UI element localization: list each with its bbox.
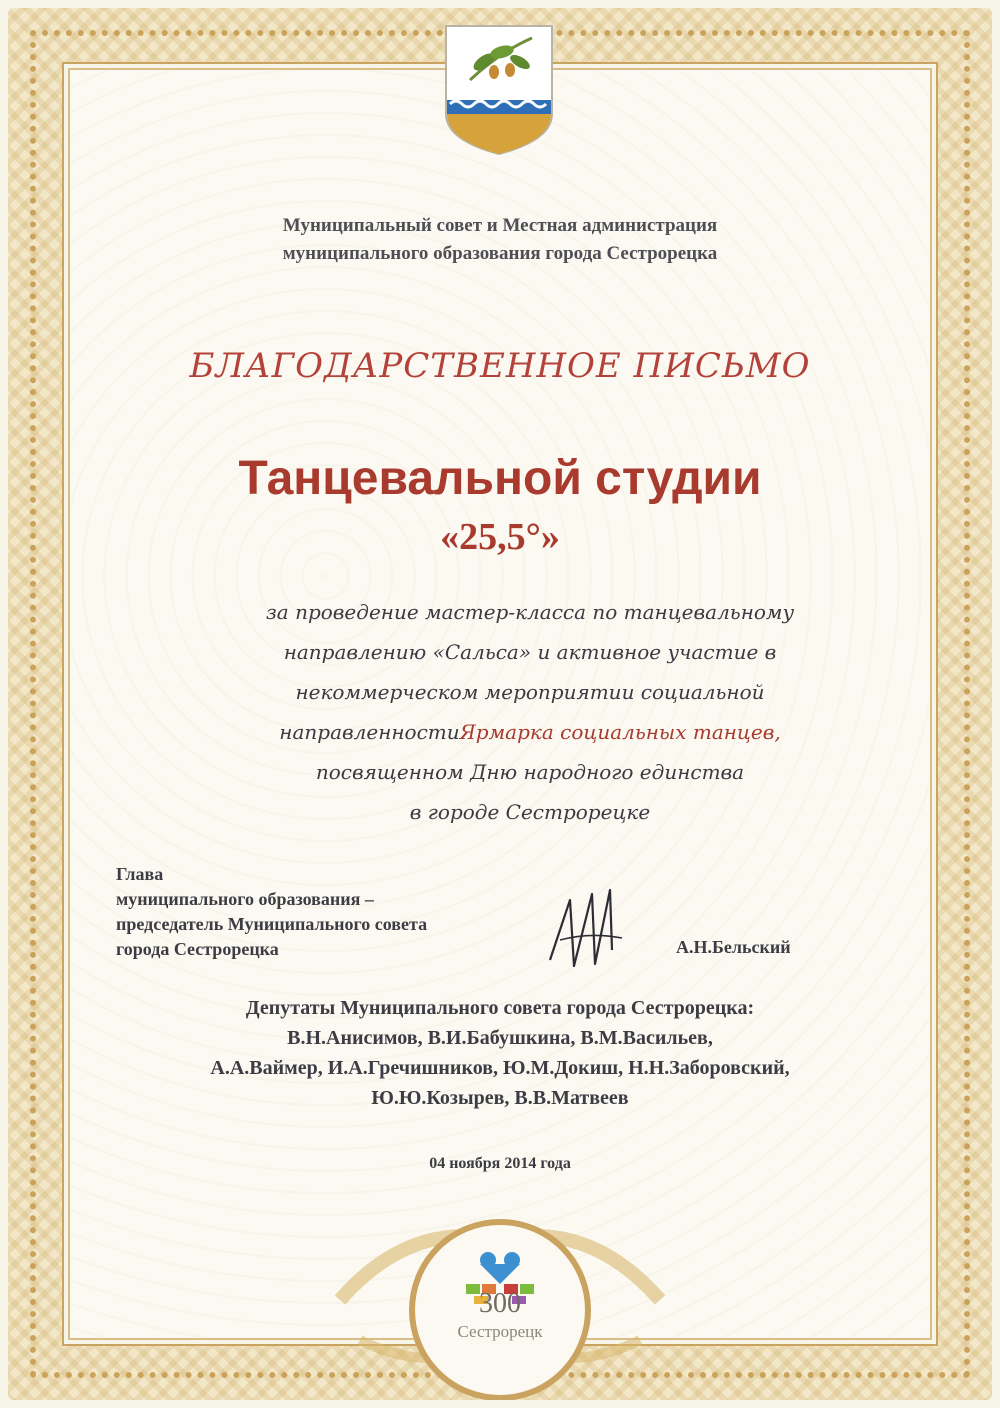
signatory-title-line-3: председатель Муниципального совета [116, 914, 428, 934]
body-line-2: направлению «Сальса» и активное участие в [283, 640, 777, 664]
recipient-line-1: Танцевальной студии [238, 452, 762, 505]
recipient-line-2: «25,5°» [440, 516, 560, 558]
body-line-3: некоммерческом мероприятии социальной [295, 680, 765, 704]
issuing-organization [0, 212, 1000, 268]
emblem-city: Сестрорецк [457, 1322, 543, 1341]
body-line-1: за проведение мастер-класса по танцевальному [265, 600, 795, 624]
deputies-line-2: А.А.Ваймер, И.А.Гречишников, Ю.М.Докиш, Н.Н.Заборовский, [210, 1057, 790, 1079]
issue-date: 04 ноября 2014 года [429, 1155, 571, 1172]
document-title: БЛАГОДАРСТВЕННОЕ ПИСЬМО [189, 346, 811, 386]
deputies-line-3: Ю.Ю.Козырев, В.В.Матвеев [371, 1087, 629, 1109]
event-name: Ярмарка социальных танцев, [459, 720, 781, 744]
signatory-title-line-1: Глава [116, 864, 164, 884]
signatory-title-line-2: муниципального образования – [116, 889, 374, 909]
deputies-line-1: В.Н.Анисимов, В.И.Бабушкина, В.М.Васильев, [287, 1027, 713, 1049]
body-line-6: в городе Сестрорецке [409, 800, 651, 824]
body-line-4 [150, 712, 910, 752]
signatory-title-line-4: города Сестрорецка [116, 939, 279, 959]
recipient [0, 450, 1000, 566]
emblem-number: 300 [479, 1288, 521, 1319]
organization-line-1: Муниципальный совет и Местная администрация [282, 215, 718, 236]
handwritten-signature [540, 880, 630, 980]
body-line-5: посвященном Дню народного единства [315, 760, 745, 784]
coat-of-arms-icon [440, 22, 558, 158]
organization-line-2: муниципального образования города Сестрорецка [282, 243, 718, 264]
deputies-list [0, 993, 1000, 1113]
signatory-title [116, 862, 427, 962]
signatory-name: А.Н.Бельский [676, 937, 791, 957]
deputies-heading: Депутаты Муниципального совета города Сестрорецка: [245, 997, 755, 1019]
body-text [150, 592, 910, 832]
body-line-4-prefix: направленности [279, 720, 460, 744]
